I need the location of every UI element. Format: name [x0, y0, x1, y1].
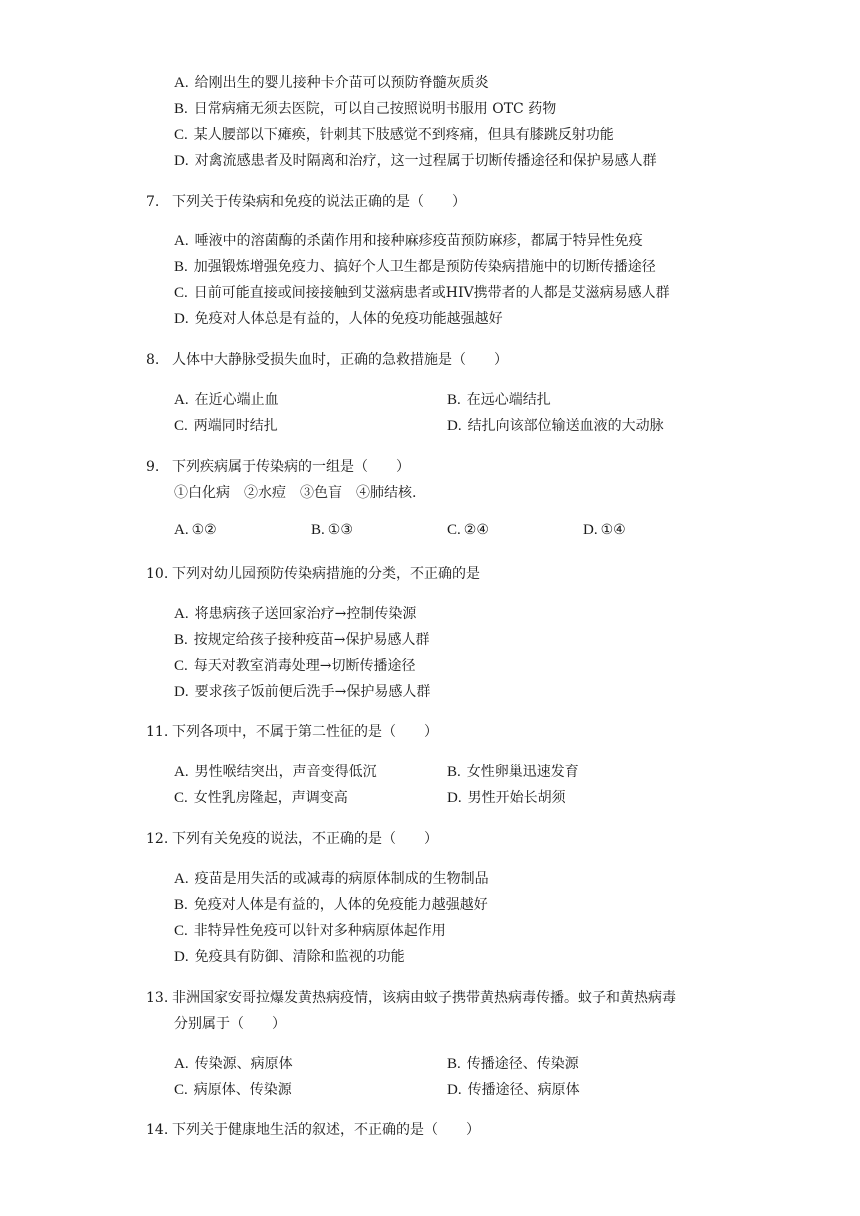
q9-option-a: A. ①②	[174, 522, 217, 538]
q12-option-b: B. 免疫对人体是有益的，人体的免疫能力越强越好	[174, 897, 488, 913]
q7-stem: 7. 下列关于传染病和免疫的说法正确的是（ ）	[146, 194, 466, 210]
q10-option-d: D. 要求孩子饭前便后洗手→保护易感人群	[174, 684, 431, 700]
q7-option-a: A. 唾液中的溶菌酶的杀菌作用和接种麻疹疫苗预防麻疹，都属于特异性免疫	[174, 233, 643, 249]
q14-stem: 14. 下列关于健康地生活的叙述，不正确的是（ ）	[146, 1122, 480, 1138]
q11-option-c: C. 女性乳房隆起，声调变高	[174, 790, 348, 806]
q10-option-a: A. 将患病孩子送回家治疗→控制传染源	[174, 606, 417, 622]
q7-option-c: C. 日前可能直接或间接接触到艾滋病患者或HIV携带者的人都是艾滋病易感人群	[174, 285, 670, 301]
q9-sub-items: ①白化病 ②水痘 ③色盲 ④肺结核.	[174, 485, 417, 501]
q8-option-d: D. 结扎向该部位输送血液的大动脉	[447, 418, 664, 434]
q13-option-a: A. 传染源、病原体	[174, 1056, 293, 1072]
q8-option-b: B. 在远心端结扎	[447, 392, 551, 408]
q9-option-b: B. ①③	[311, 522, 353, 538]
q9-option-c: C. ②④	[447, 522, 489, 538]
q6-option-c: C. 某人腰部以下瘫痪，针刺其下肢感觉不到疼痛，但具有膝跳反射功能	[174, 127, 614, 143]
q12-stem: 12. 下列有关免疫的说法，不正确的是（ ）	[146, 831, 438, 847]
q10-option-b: B. 按规定给孩子接种疫苗→保护易感人群	[174, 632, 430, 648]
q7-option-d: D. 免疫对人体总是有益的，人体的免疫功能越强越好	[174, 311, 503, 327]
q12-option-c: C. 非特异性免疫可以针对多种病原体起作用	[174, 923, 446, 939]
q13-option-c: C. 病原体、传染源	[174, 1082, 292, 1098]
q8-option-c: C. 两端同时结扎	[174, 418, 278, 434]
q9-stem: 9. 下列疾病属于传染病的一组是（ ）	[146, 459, 410, 475]
q8-option-a: A. 在近心端止血	[174, 392, 279, 408]
q6-option-b: B. 日常病痛无须去医院，可以自己按照说明书服用 OTC 药物	[174, 101, 557, 117]
q10-stem: 10. 下列对幼儿园预防传染病措施的分类，不正确的是	[146, 566, 480, 582]
q7-option-b: B. 加强锻炼增强免疫力、搞好个人卫生都是预防传染病措施中的切断传播途径	[174, 259, 656, 275]
q6-option-a: A. 给刚出生的婴儿接种卡介苗可以预防脊髓灰质炎	[174, 75, 489, 91]
q8-stem: 8. 人体中大静脉受损失血时，正确的急救措施是（ ）	[146, 352, 508, 368]
q11-stem: 11. 下列各项中，不属于第二性征的是（ ）	[146, 724, 438, 740]
q11-option-b: B. 女性卵巢迅速发育	[447, 764, 579, 780]
q13-option-b: B. 传播途径、传染源	[447, 1056, 579, 1072]
q11-option-a: A. 男性喉结突出，声音变得低沉	[174, 764, 377, 780]
q12-option-d: D. 免疫具有防御、清除和监视的功能	[174, 949, 405, 965]
q11-option-d: D. 男性开始长胡须	[447, 790, 566, 806]
q13-stem: 13. 非洲国家安哥拉爆发黄热病疫情，该病由蚊子携带黄热病毒传播。蚊子和黄热病毒	[146, 990, 676, 1006]
q9-option-d: D. ①④	[583, 522, 626, 538]
q10-option-c: C. 每天对教室消毒处理→切断传播途径	[174, 658, 416, 674]
q12-option-a: A. 疫苗是用失活的或减毒的病原体制成的生物制品	[174, 871, 489, 887]
q13-stem-continued: 分别属于（ ）	[174, 1016, 286, 1032]
q6-option-d: D. 对禽流感患者及时隔离和治疗，这一过程属于切断传播途径和保护易感人群	[174, 153, 657, 169]
q13-option-d: D. 传播途径、病原体	[447, 1082, 580, 1098]
